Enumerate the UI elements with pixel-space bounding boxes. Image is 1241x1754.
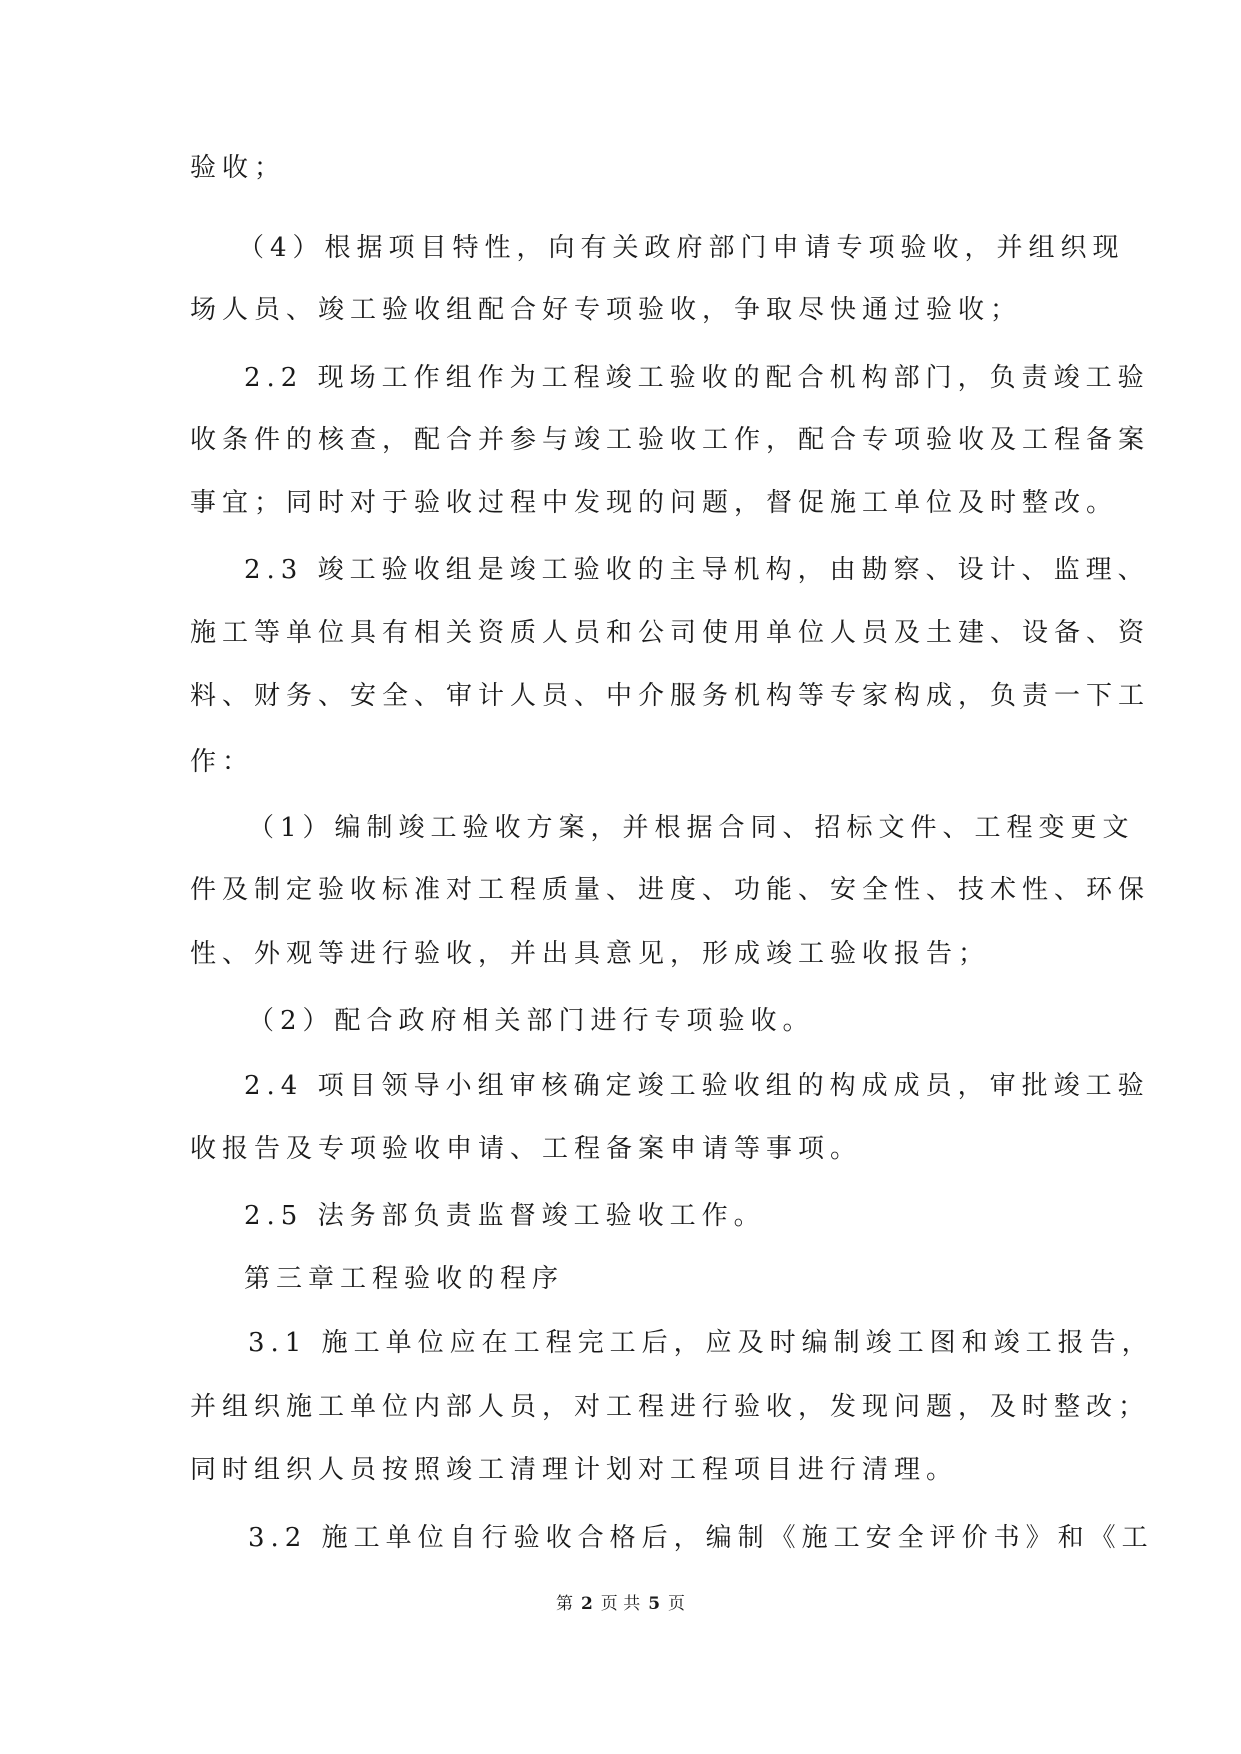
text-line: 2.5 法务部负责监督竣工验收工作。 bbox=[244, 1201, 766, 1231]
current-page-number: 2 bbox=[580, 1594, 593, 1614]
footer-middle: 页 共 bbox=[600, 1594, 641, 1614]
text-line: （2）配合政府相关部门进行专项验收。 bbox=[248, 1006, 815, 1036]
text-line: 3.1 施工单位应在工程完工后，应及时编制竣工图和竣工报告， bbox=[248, 1328, 1154, 1358]
text-line: 验收； bbox=[190, 153, 287, 183]
section-heading: 第三章工程验收的程序 bbox=[244, 1264, 565, 1294]
text-line: （4）根据项目特性，向有关政府部门申请专项验收，并组织现 bbox=[238, 233, 1125, 263]
footer-suffix: 页 bbox=[668, 1594, 686, 1614]
total-page-number: 5 bbox=[648, 1594, 661, 1614]
text-line: 性、外观等进行验收，并出具意见，形成竣工验收报告； bbox=[190, 939, 991, 969]
text-line: 3.2 施工单位自行验收合格后，编制《施工安全评价书》和《工 bbox=[248, 1523, 1154, 1553]
footer-prefix: 第 bbox=[555, 1594, 573, 1614]
text-line: （1）编制竣工验收方案，并根据合同、招标文件、工程变更文 bbox=[248, 813, 1135, 843]
text-line: 2.4 项目领导小组审核确定竣工验收组的构成成员，审批竣工验 bbox=[244, 1071, 1150, 1101]
text-line: 收条件的核查，配合并参与竣工验收工作，配合专项验收及工程备案 bbox=[190, 425, 1151, 455]
text-line: 同时组织人员按照竣工清理计划对工程项目进行清理。 bbox=[190, 1455, 959, 1485]
text-line: 并组织施工单位内部人员，对工程进行验收，发现问题，及时整改； bbox=[190, 1392, 1151, 1422]
text-line: 事宜；同时对于验收过程中发现的问题，督促施工单位及时整改。 bbox=[190, 488, 1119, 518]
page-footer bbox=[0, 1592, 1241, 1616]
text-line: 2.3 竣工验收组是竣工验收的主导机构，由勘察、设计、监理、 bbox=[244, 555, 1150, 585]
text-line: 件及制定验收标准对工程质量、进度、功能、安全性、技术性、环保 bbox=[190, 875, 1151, 905]
text-line: 作： bbox=[190, 747, 255, 777]
text-line: 料、财务、安全、审计人员、中介服务机构等专家构成，负责一下工 bbox=[190, 681, 1151, 711]
text-line: 施工等单位具有相关资质人员和公司使用单位人员及土建、设备、资 bbox=[190, 618, 1151, 648]
text-line: 收报告及专项验收申请、工程备案申请等事项。 bbox=[190, 1134, 863, 1164]
text-line: 场人员、竣工验收组配合好专项验收，争取尽快通过验收； bbox=[190, 295, 1023, 325]
text-line: 2.2 现场工作组作为工程竣工验收的配合机构部门，负责竣工验 bbox=[244, 363, 1150, 393]
